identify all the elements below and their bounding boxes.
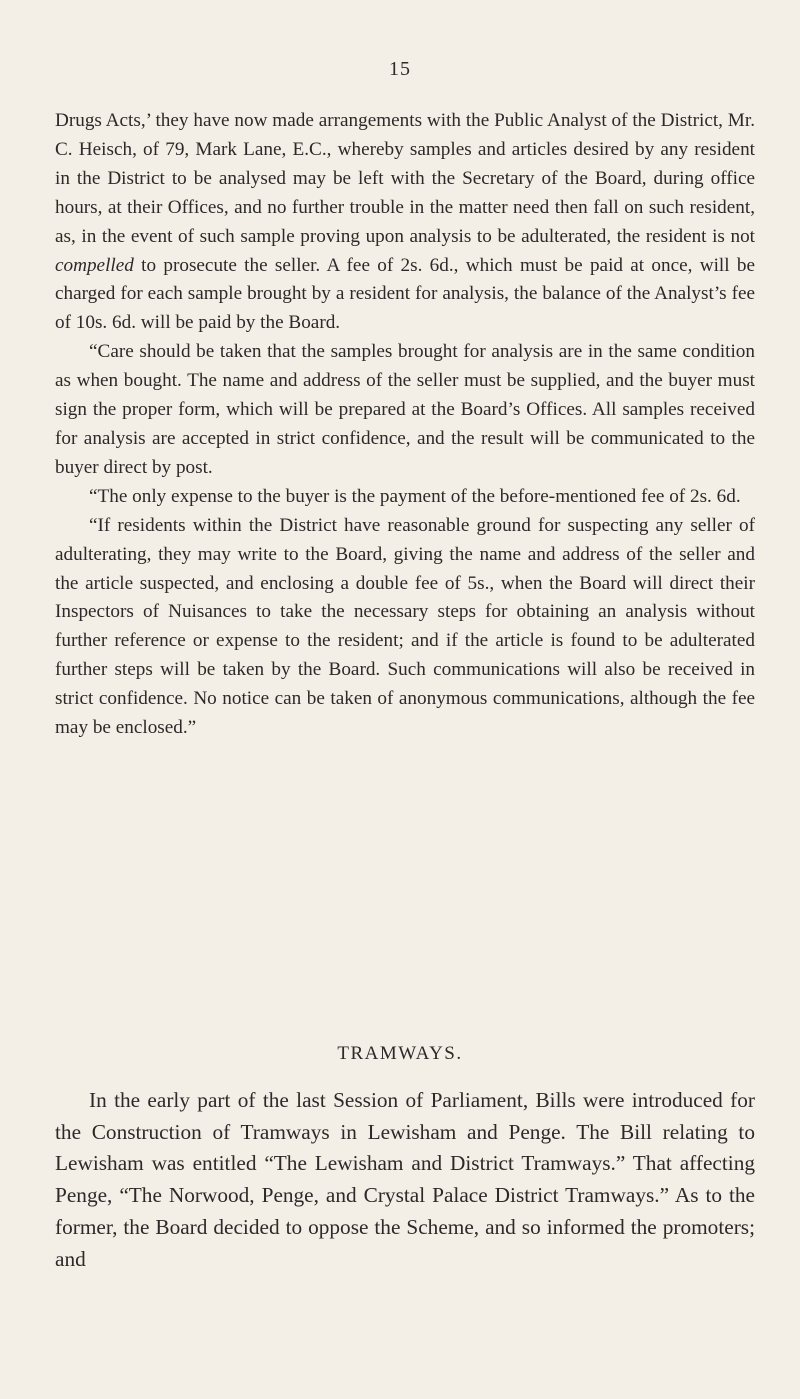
italic-word-compelled: compelled — [55, 254, 134, 276]
body-text-bottom — [55, 1085, 755, 1275]
section-heading-tramways: TRAMWAYS. — [337, 1043, 463, 1064]
paragraph-drugs-acts — [55, 107, 755, 338]
paragraph-samples-care: “Care should be taken that the samples brought for analysis are in the same condition as when bought. The name and address of the seller must be supplied, and the buyer must sign the proper form, which will be prepared at the Board’s Offices. All samples received for analysis are accepted in strict confidence, and the result will be communicated to the buyer direct by post. — [55, 341, 755, 478]
paragraph-residents-suspecting: “If residents within the District have reasonable ground for suspecting any seller of adulterating, they may write to the Board, giving the name and address of the seller and the article suspected, and enclosing a double fee of 5s., when the Board will direct their Inspectors of Nuisances to take the necessary steps for obtaining an analysis without further reference or expense to the resident; and if the article is found to be adulterated further steps will be taken by the Board. Such communications will also be received in strict confidence. No notice can be taken of anonymous communications, although the fee may be enclosed.” — [55, 514, 755, 739]
paragraph-buyer-expense: “The only expense to the buyer is the payment of the before-mentioned fee of 2s. 6d. — [89, 485, 741, 507]
page-number: 15 — [389, 58, 411, 80]
paragraph-text: Drugs Acts,’ they have now made arrangements with the Public Analyst of the District, Mr. C. Heisch, of 79, Mark Lane, E.C., whereby samples and articles desired by any resident in the District to be analysed may be left with the Secretary of the Board, during office hours, at their Offices, and no further trouble in the matter need then fall on such resident, as, in the event of such sample proving upon analysis to be adulterated, the resident is not — [55, 110, 755, 247]
paragraph-tramways: In the early part of the last Session of Parliament, Bills were introduced for the Construction of Tramways in Lewisham and Penge. The Bill relating to Lewisham was entitled “The Lewisham and District Tramways.” That affecting Penge, “The Norwood, Penge, and Crystal Palace District Tramways.” As to the former, the Board decided to oppose the Scheme, and so informed the promoters; and — [55, 1088, 755, 1271]
body-text-top — [55, 107, 755, 743]
paragraph-text: to prosecute the seller. A fee of 2s. 6d., which must be paid at once, will be charged for each sample brought by a resident for analysis, the balance of the Analyst’s fee of 10s. 6d. will be paid by the Board. — [55, 254, 755, 334]
